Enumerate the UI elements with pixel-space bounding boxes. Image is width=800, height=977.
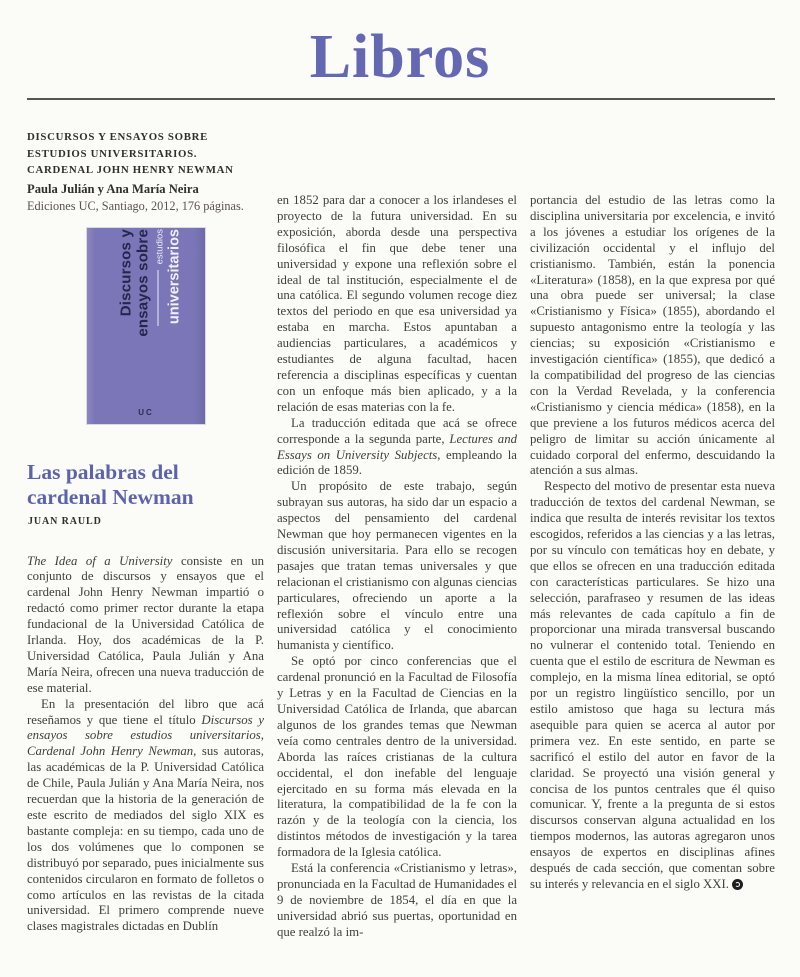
article-paragraph: en 1852 para dar a conocer a los irlandeses el proyecto de la futura universidad. En su exposición, aborda desde una perspectiva filosófica el fin que debe tener una universidad y expone una reflexión sobre el ideal de tal institución, especialmente el de una católica. El segundo volumen recoge diez textos del periodo en que esa universidad ya estaba en marcha. Estos apuntaban a audiencias particulares, a académicos y estudiantes de alguna facultad, hacen referencia a disciplinas específicas y cuentan con un enfoque más bien aplicado, y a la relación de esas materias con la fe.: [277, 193, 517, 414]
end-mark-icon: [732, 879, 743, 890]
article-paragraph: En la presentación del libro que acá reseñamos y que tiene el título Discursos y ensayos sobre estudios universitarios, Cardenal John Henry Newman, sus autoras, las académicas de la P. Universidad Católica de Chile, Paula Julián y Ana María Neira, nos recuerdan que la historia de la generación de este escrito de mediados del siglo XIX es bastante compleja: en su tiempo, cada uno de los dos volúmenes que lo componen se distribuyó por separado, pues inicialmente sus contenidos circularon en formato de folletos o como artículos en las revistas de la citada universidad. El primero comprende nueve clases magistrales dictadas en Dublín: [27, 696, 264, 934]
book-title-line: CARDENAL JOHN HENRY NEWMAN: [27, 164, 234, 176]
book-editors: Paula Julián y Ana María Neira: [27, 181, 199, 196]
article-paragraph: Un propósito de este trabajo, según subrayan sus autoras, ha sido dar un espacio a aspectos del pensamiento del cardenal Newman que hoy permanecen vigentes en la discusión universitaria. Para ello se recogen pasajes que tratan temas universales y que relacionan el cristianismo con algunas ciencias particulares, ofreciendo un aporte a la reflexión sobre el vínculo entre una universidad católica y el conocimiento humanista y científico.: [277, 479, 517, 653]
section-title: Libros: [309, 23, 491, 91]
book-reference: [27, 129, 264, 214]
cover-subtitle-small: estudios: [153, 229, 166, 407]
article-title: Las palabras del cardenal Newman: [27, 459, 194, 509]
cover-rule: [158, 270, 159, 326]
column-right: [530, 100, 775, 941]
article-paragraph: Respecto del motivo de presentar esta nueva traducción de textos del cardenal Newman, se indica que resulta de interés revisitar los textos escogidos, referidos a las ciencias y a las letras, por su vínculo con temáticas hoy en debate, y que ellos se ofrecen en una traducción editada con características particulares. Se hizo una selección, parafraseo y resumen de las ideas más relevantes de cada capítulo a fin de proporcionar una mirada transversal buscando no vulnerar el contenido total. Teniendo en cuenta que el estilo de escritura de Newman es complejo, en la misma línea editorial, se optó por un registro lingüístico sencillo, por un estilo amistoso que haga su lectura más asequible para quien se acerca al autor por primera vez. En este sentido, en parte se sacrificó el estilo del autor en favor de la claridad. Se proyectó una visión general y concisa de los puntos centrales que él quiso comunicar. Y, frente a la pregunta de si estos discursos conservan alguna actualidad en los tiempos modernos, las autoras agregaron unos ensayos de expertos en disciplinas afines después de cada sección, que comentan sobre su interés y relevancia en el siglo XXI.: [530, 479, 775, 891]
column-left: [27, 100, 264, 941]
book-cover-image: [87, 228, 205, 424]
article-paragraph: Está la conferencia «Cristianismo y letras», pronunciada en la Facultad de Humanidades el 9 de noviembre de 1854, el día en que la universidad abrió sus puertas, oportunidad en que realzó la im-: [277, 861, 517, 939]
cover-title-line: Discursos y: [117, 228, 135, 316]
book-title-line: ESTUDIOS UNIVERSITARIOS.: [27, 147, 198, 160]
article-text-left: [27, 554, 264, 936]
book-reference-title: [27, 129, 264, 179]
book-title-line: DISCURSOS Y ENSAYOS SOBRE: [27, 131, 209, 143]
article-paragraph: Se optó por cinco conferencias que el cardenal pronunció en la Facultad de Filosofía y Letras y en la Facultad de Ciencias en la Universidad Católica de Irlanda, que abarcan algunos de los grandes temas que Newman veía como centrales dentro de la universidad. Aborda las raíces cristianas de la cultura occidental, el don inefable del lenguaje ejercitado en su forma más elevada en la literatura, la compatibilidad de la fe con la razón y de la teología con la ciencia, los distintos métodos de investigación y la tarea formadora de la Iglesia católica.: [277, 654, 517, 860]
article-paragraph: La traducción editada que acá se ofrece corresponde a la segunda parte, Lectures and Essays on University Subjects, empleando la edición de 1859.: [277, 415, 517, 478]
column-middle: [277, 100, 517, 941]
publisher-logo: UC: [138, 407, 154, 417]
cover-subtitle-large: universitarios: [166, 228, 183, 324]
article-paragraph: The Idea of a University consiste en un conjunto de discursos y ensayos que el cardenal John Henry Newman impartió o redactó como primer rector durante la etapa fundacional de la Universidad Católica de Irlanda. Hoy, dos académicas de la P. Universidad Católica, Paula Julián y Ana María Neira, ofrecen una nueva traducción de ese material.: [27, 553, 265, 695]
book-imprint: Ediciones UC, Santiago, 2012, 176 páginas.: [27, 198, 244, 213]
article-paragraph: portancia del estudio de las letras como la disciplina universitaria por excelencia, e invitó a los jóvenes a estudiar los orígenes de la civilización occidental y el influjo del cristianismo. También, están la ponencia «Literatura» (1858), en la que expresa por qué una obra puede ser universal; la clase «Cristianismo y Física» (1855), abordando el supuesto antagonismo entre la teología y las ciencias; su exposición «Cristianismo e investigación científica» (1855), que dedicó a la compatibilidad del progreso de las ciencias con la Verdad Revelada, y la conferencia «Cristianismo y ciencia médica» (1858), en la que previene a los futuros médicos acerca del peligro de limitar su acción únicamente al cuidado corporal del enfermo, descuidando la atención a sus almas.: [530, 193, 775, 478]
cover-title-line: ensayos sobre: [134, 228, 152, 337]
book-cover-title-text: [117, 229, 182, 407]
article-columns: [0, 100, 800, 941]
section-header: [0, 0, 800, 90]
article-byline: JUAN RAULD: [28, 515, 102, 527]
